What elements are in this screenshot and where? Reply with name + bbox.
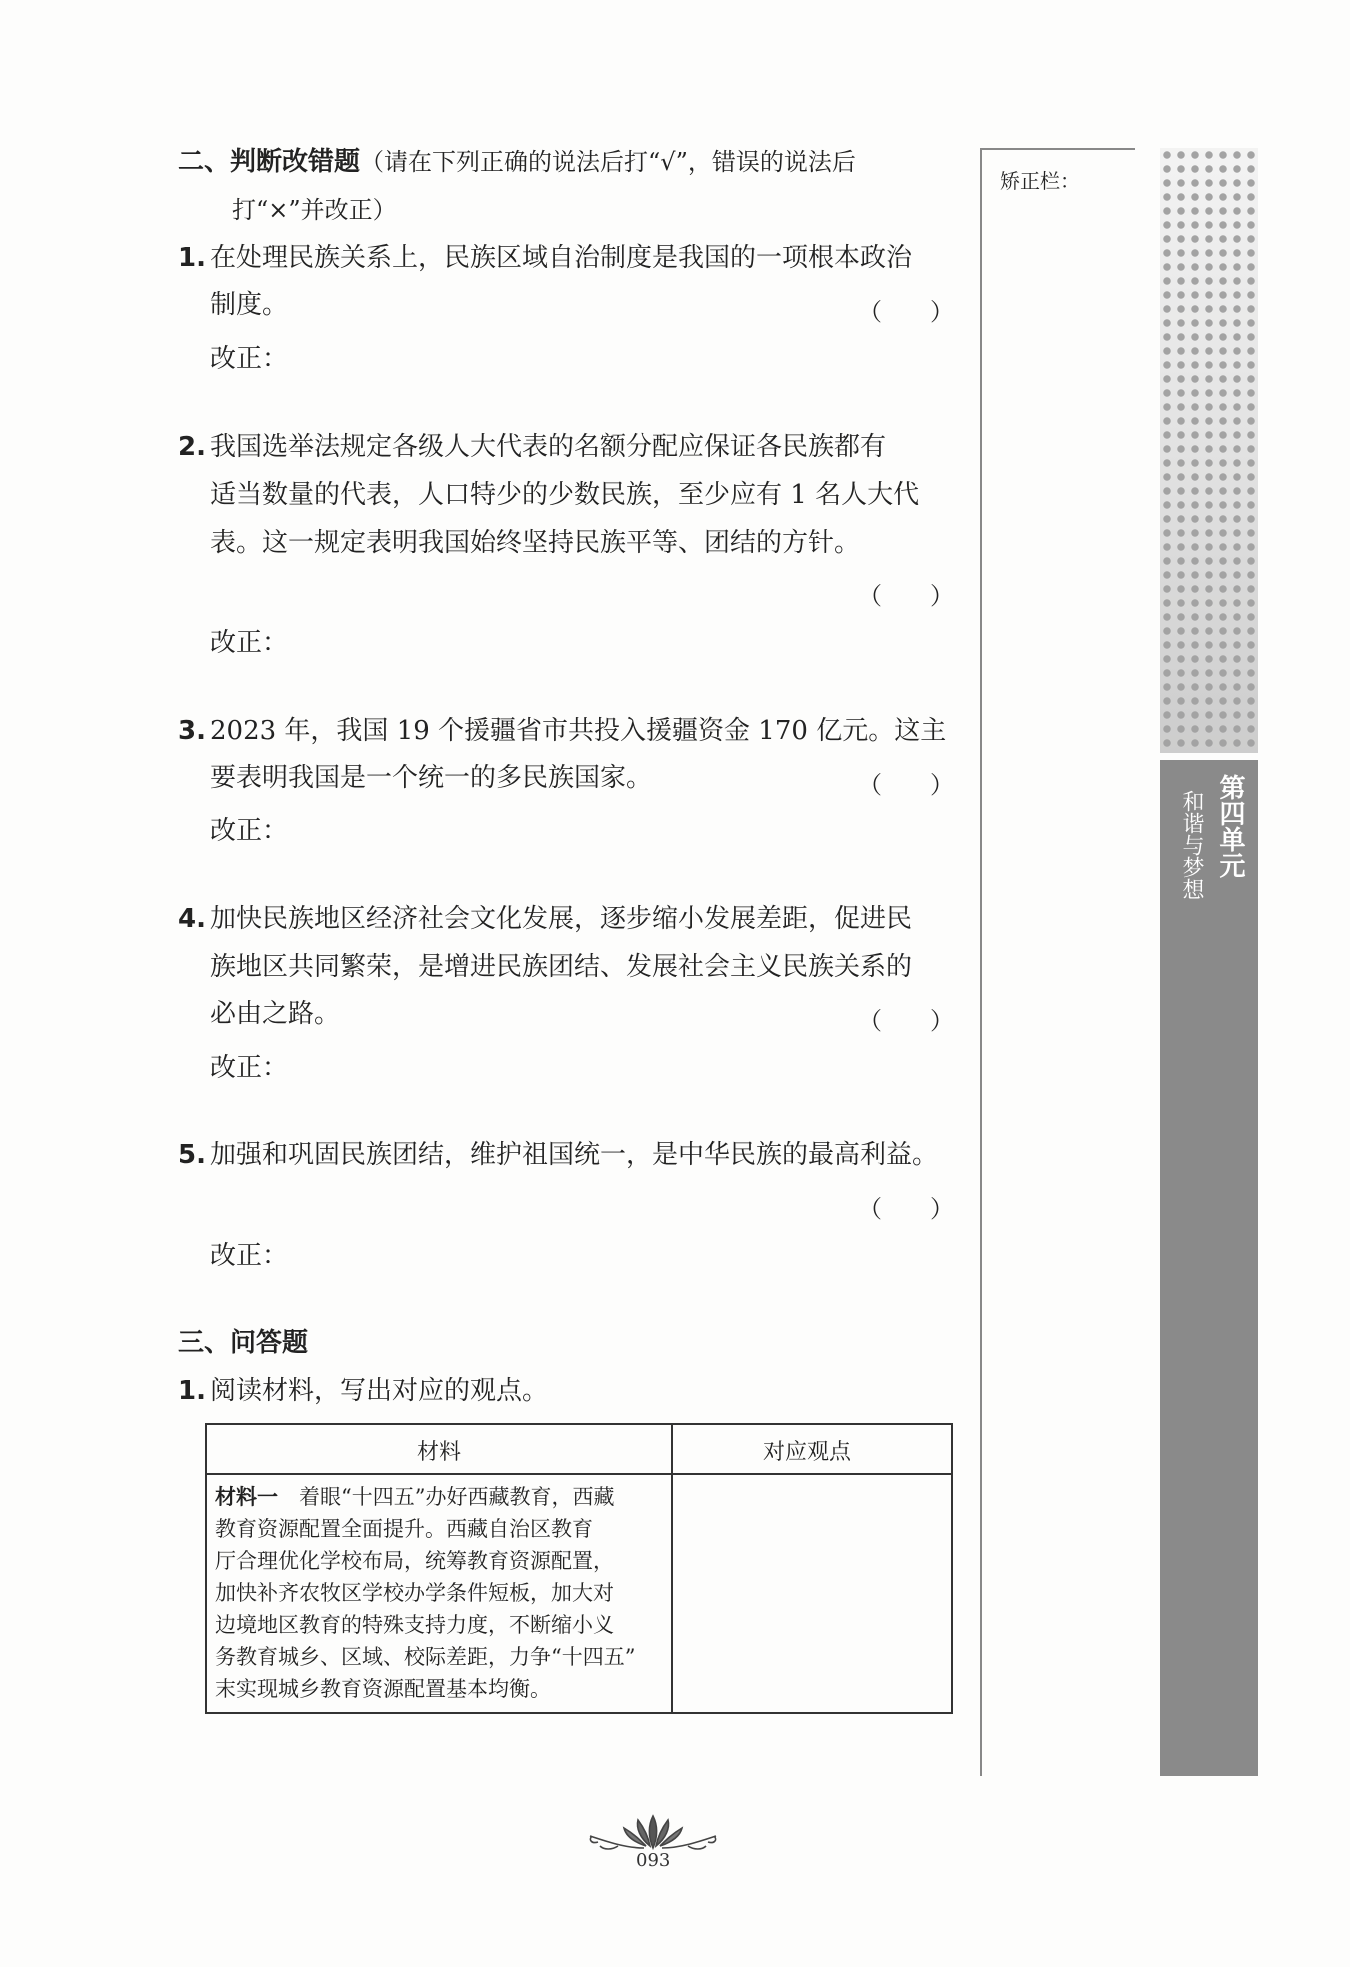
question-3-correction-label: 改正： [210, 816, 289, 846]
viewpoint-answer-cell[interactable] [673, 1475, 951, 1712]
question-5-number: 5. [178, 1140, 206, 1170]
table-header-viewpoint: 对应观点 [763, 1440, 852, 1465]
material-1-text: 着眼“十四五”办好西藏教育，西藏 [278, 1485, 615, 1509]
question-2-line-2: 适当数量的代表，人口特少的少数民族，至少应有 1 名人大代 [210, 480, 920, 510]
question-4-number: 4. [178, 904, 206, 934]
section3-heading: 三、问答题 [178, 1328, 309, 1358]
question-4-line-2: 族地区共同繁荣，是增进民族团结、发展社会主义民族关系的 [210, 952, 913, 982]
material-1-line-3: 厅合理优化学校布局，统筹教育资源配置， [215, 1549, 614, 1573]
material-1-line-2: 教育资源配置全面提升。西藏自治区教育 [215, 1517, 593, 1541]
question-5-correction-label: 改正： [210, 1241, 289, 1271]
material-1-line-4: 加快补齐农牧区学校办学条件短板，加大对 [215, 1581, 614, 1605]
unit-tab-band [1160, 760, 1258, 1776]
question-1-number: 1. [178, 243, 206, 273]
question-4-answer-box[interactable]: （ ） [858, 1007, 954, 1035]
margin-top-rule [980, 148, 1135, 150]
question-3-answer-box[interactable]: （ ） [858, 771, 954, 799]
question-3-number: 3. [178, 716, 206, 746]
material-1-line-7: 末实现城乡教育资源配置基本均衡。 [215, 1677, 551, 1701]
material-1-line-5: 边境地区教育的特殊支持力度，不断缩小义 [215, 1613, 614, 1637]
question-5-answer-box[interactable]: （ ） [858, 1195, 954, 1223]
question-1-correction-label: 改正： [210, 344, 289, 374]
table-header-material: 材料 [417, 1440, 462, 1465]
section3-q1-text: 阅读材料，写出对应的观点。 [210, 1376, 549, 1406]
material-1-label: 材料一 [215, 1485, 278, 1509]
question-3-line-1: 2023 年，我国 19 个援疆省市共投入援疆资金 170 亿元。这主 [210, 716, 947, 746]
unit-number: 第四单元 [1215, 774, 1245, 878]
question-5-line-1: 加强和巩固民族团结，维护祖国统一，是中华民族的最高利益。 [210, 1140, 939, 1170]
question-2-number: 2. [178, 432, 206, 462]
question-3-line-2: 要表明我国是一个统一的多民族国家。 [210, 763, 653, 793]
question-4-line-1: 加快民族地区经济社会文化发展，逐步缩小发展差距，促进民 [210, 904, 913, 934]
margin-label: 矫正栏： [1000, 169, 1080, 193]
question-2-line-1: 我国选举法规定各级人大代表的名额分配应保证各民族都有 [210, 432, 887, 462]
question-1-line-2: 制度。 [210, 290, 289, 320]
material-1-line-6: 务教育城乡、区域、校际差距，力争“十四五” [215, 1645, 636, 1669]
question-1-line-1: 在处理民族关系上，民族区域自治制度是我国的一项根本政治 [210, 243, 913, 273]
section2-title [178, 147, 856, 177]
question-1-answer-box[interactable]: （ ） [858, 298, 954, 326]
material-table [205, 1423, 953, 1714]
unit-title: 和谐与梦想 [1179, 790, 1204, 900]
section2-instruction: （请在下列正确的说法后打“√”，错误的说法后 [360, 148, 856, 176]
footer-ornament-icon [578, 1812, 728, 1852]
margin-correction-area[interactable] [984, 200, 1134, 1770]
question-2-answer-box[interactable]: （ ） [858, 582, 954, 610]
dot-pattern-decoration [1160, 148, 1258, 753]
question-2-line-3: 表。这一规定表明我国始终坚持民族平等、团结的方针。 [210, 528, 861, 558]
section3-q1-number: 1. [178, 1376, 206, 1406]
section2-instruction-cont: 打“×”并改正） [232, 196, 397, 224]
question-4-correction-label: 改正： [210, 1053, 289, 1083]
section2-heading: 二、判断改错题 [178, 147, 361, 177]
unit-side-tab [1160, 148, 1258, 1776]
question-2-correction-label: 改正： [210, 628, 289, 658]
margin-divider [980, 148, 982, 1776]
material-1-line-1 [215, 1481, 614, 1513]
page-number: 093 [636, 1850, 671, 1871]
question-4-line-3: 必由之路。 [210, 999, 341, 1029]
